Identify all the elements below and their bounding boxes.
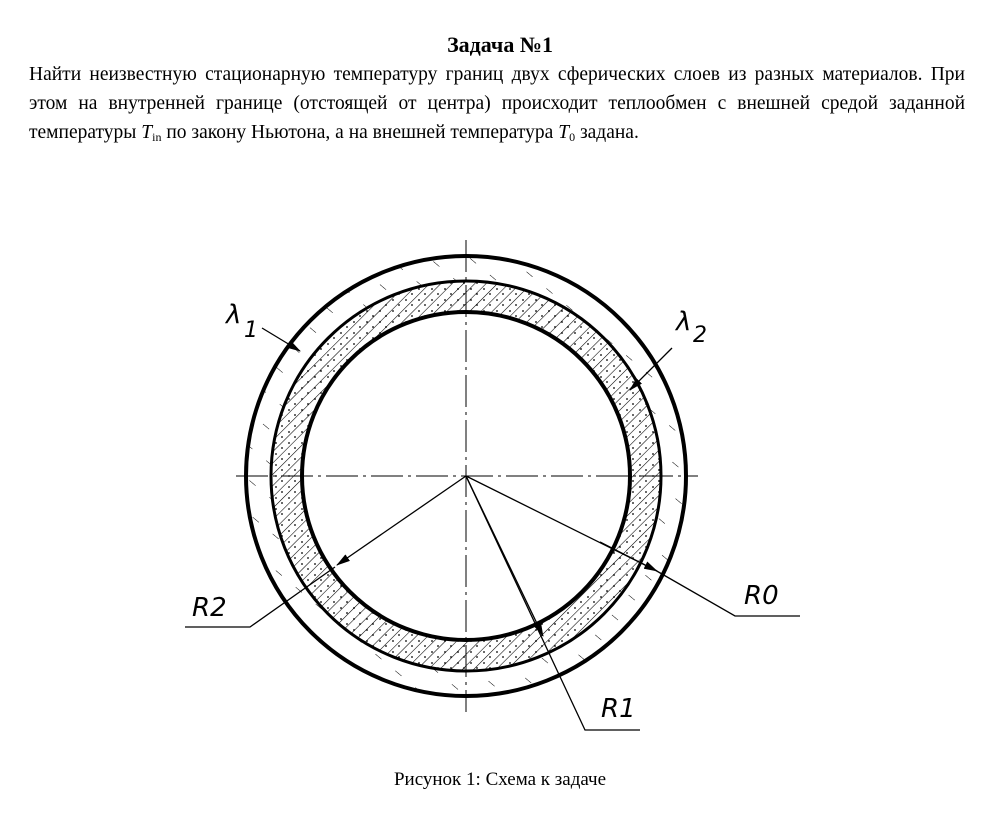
var-t0-symbol: T bbox=[558, 122, 570, 143]
r1-label: R1 bbox=[601, 694, 636, 724]
var-t0-subscript: 0 bbox=[569, 130, 576, 144]
r0-label: R0 bbox=[744, 581, 779, 611]
problem-statement bbox=[29, 60, 965, 147]
problem-title: Задача №1 bbox=[447, 32, 553, 57]
var-t-in-symbol: T bbox=[141, 122, 153, 143]
lambda2-subscript: 2 bbox=[693, 323, 707, 348]
var-t-in-subscript: in bbox=[152, 130, 162, 144]
lambda1-label: λ bbox=[226, 300, 242, 330]
statement-part-3: задана. bbox=[575, 122, 639, 143]
lambda2-label: λ bbox=[676, 307, 692, 337]
var-t-in bbox=[141, 122, 161, 143]
r2-label: R2 bbox=[192, 593, 227, 623]
statement-part-1: Найти неизвестную стационарную температуру границ двух сферических слоев из разных материалов. При этом на внутренней границе (отстоящей от центра) происходит теплообмен с внешней средой заданной температуры bbox=[29, 64, 965, 143]
sphere-scheme-figure bbox=[0, 190, 1000, 760]
lambda1-subscript: 1 bbox=[244, 318, 258, 343]
var-t0 bbox=[558, 122, 575, 143]
figure-caption: Рисунок 1: Схема к задаче bbox=[393, 769, 607, 790]
statement-part-2: по закону Ньютона, а на внешней температура bbox=[161, 122, 559, 143]
